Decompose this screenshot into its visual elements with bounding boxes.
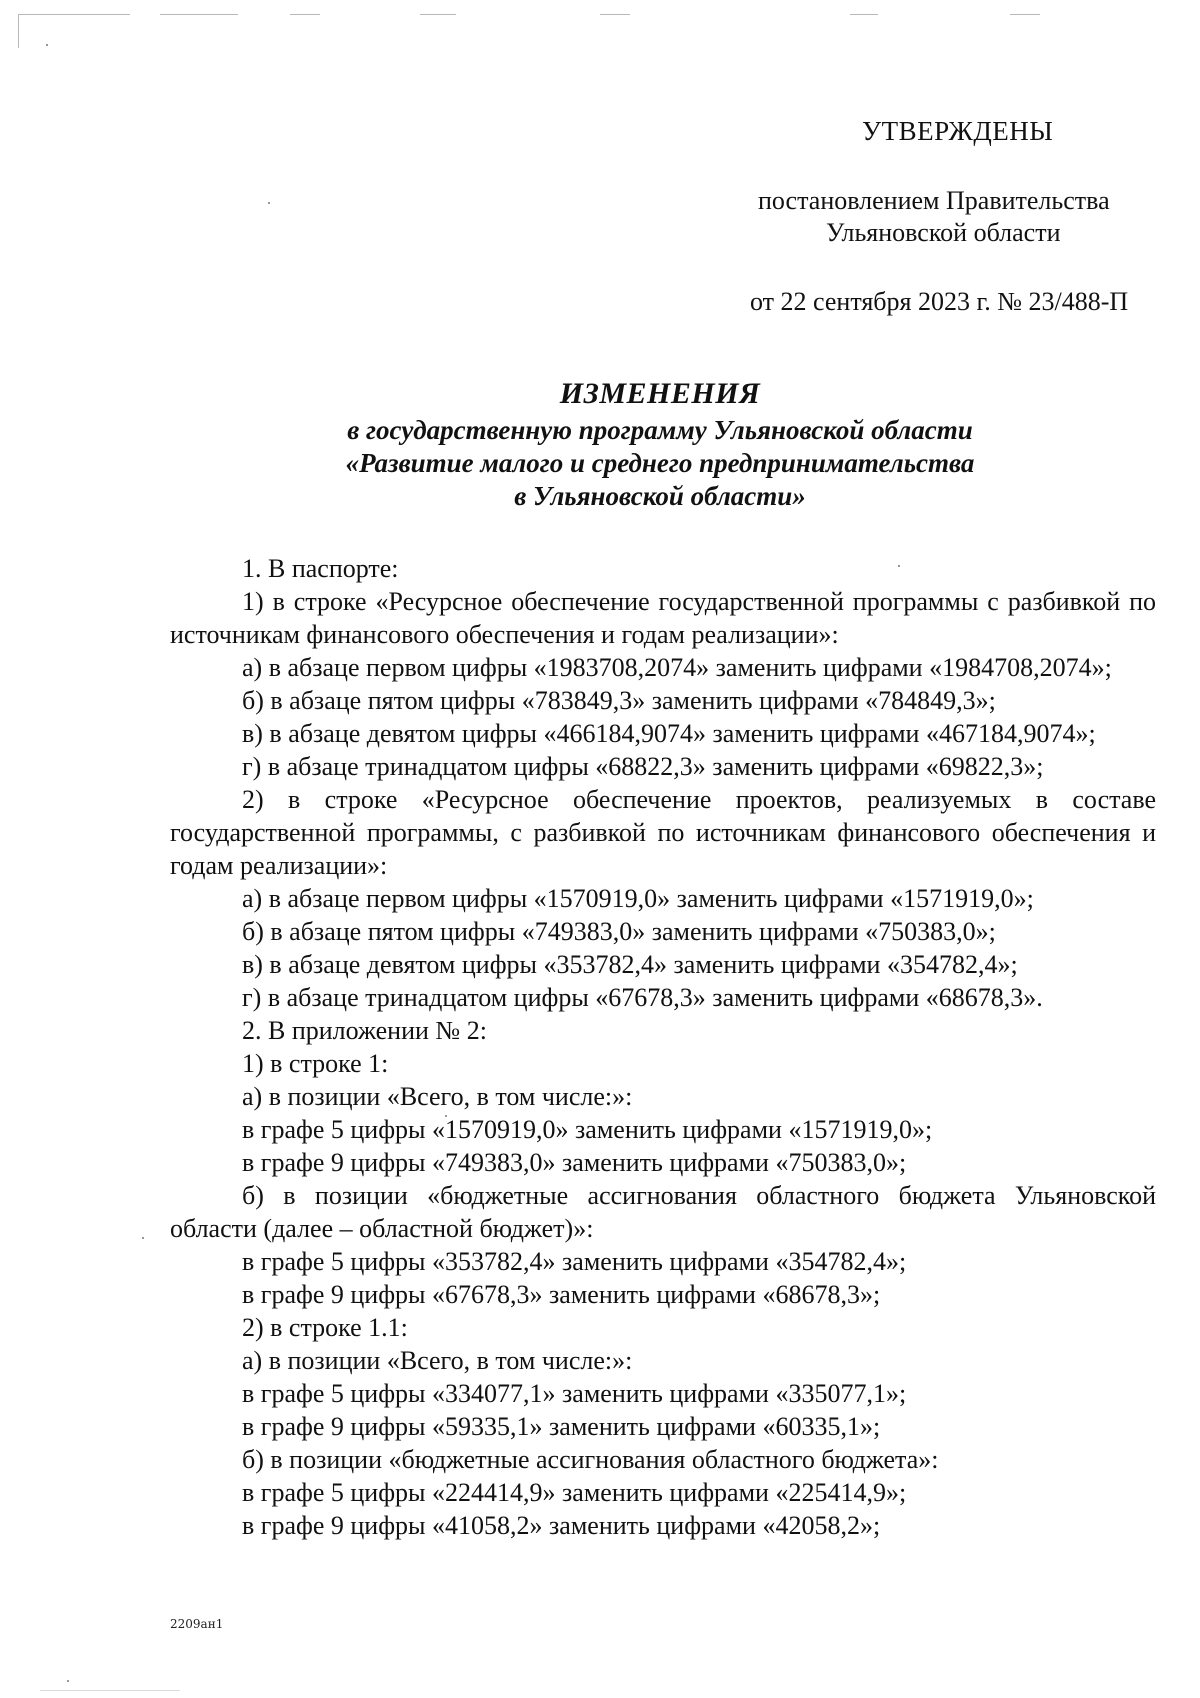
body-paragraph: 2) в строке 1.1: [242, 1313, 408, 1342]
scan-speck [46, 44, 48, 46]
body-paragraph: в графе 5 цифры «334077,1» заменить цифрами «335077,1»; [242, 1379, 907, 1408]
body-paragraph: 1) в строке «Ресурсное обеспечение государственной программы с разбивкой по источникам финансового обеспечения и годам реализации»: [170, 587, 1156, 649]
scan-artifact-top-left [18, 14, 130, 15]
scan-artifact-top-5 [600, 14, 630, 15]
approval-title: УТВЕРЖДЕНЫ [862, 116, 1054, 146]
body-paragraph: а) в позиции «Всего, в том числе:»: [242, 1346, 633, 1375]
document-body [170, 552, 1156, 1542]
body-paragraph: в графе 5 цифры «353782,4» заменить цифрами «354782,4»; [242, 1247, 907, 1276]
scan-artifact-top-6 [850, 14, 878, 15]
body-paragraph: а) в позиции «Всего, в том числе:»: [242, 1082, 633, 1111]
body-paragraph: в графе 9 цифры «59335,1» заменить цифрами «60335,1»; [242, 1412, 881, 1441]
body-paragraph: б) в абзаце пятом цифры «783849,3» заменить цифрами «784849,3»; [242, 686, 996, 715]
body-paragraph: а) в абзаце первом цифры «1570919,0» заменить цифрами «1571919,0»; [242, 884, 1034, 913]
body-paragraph: в) в абзаце девятом цифры «466184,9074» заменить цифрами «467184,9074»; [242, 719, 1096, 748]
scan-speck [67, 1680, 69, 1682]
body-paragraph: а) в абзаце первом цифры «1983708,2074» заменить цифрами «1984708,2074»; [242, 653, 1112, 682]
scan-artifact-top-4 [420, 14, 456, 15]
document-subtitle-line-2: «Развитие малого и среднего предпринимательства [345, 448, 975, 478]
body-paragraph: 2) в строке «Ресурсное обеспечение проектов, реализуемых в составе государственной программы, с разбивкой по источникам финансового обеспечения и годам реализации»: [170, 785, 1156, 880]
document-title: ИЗМЕНЕНИЯ [559, 377, 761, 410]
body-paragraph: 1) в строке 1: [242, 1049, 389, 1078]
body-paragraph: б) в абзаце пятом цифры «749383,0» заменить цифрами «750383,0»; [242, 917, 996, 946]
scan-artifact-top-7 [1010, 14, 1040, 15]
scan-artifact-top-3 [290, 14, 320, 15]
scan-speck [268, 202, 270, 204]
scan-artifact-left-edge [18, 14, 19, 48]
document-subtitle-line-3: в Ульяновской области» [514, 481, 806, 511]
body-paragraph: в графе 9 цифры «749383,0» заменить цифрами «750383,0»; [242, 1148, 907, 1177]
body-paragraph: в графе 5 цифры «1570919,0» заменить цифрами «1571919,0»; [242, 1115, 933, 1144]
body-paragraph: в графе 9 цифры «67678,3» заменить цифрами «68678,3»; [242, 1280, 881, 1309]
body-paragraph: в) в абзаце девятом цифры «353782,4» заменить цифрами «354782,4»; [242, 950, 1018, 979]
approval-date-number: от 22 сентября 2023 г. № 23/488-П [750, 287, 1129, 316]
scan-artifact-top-2 [160, 14, 238, 15]
approval-issuer-line-1: постановлением Правительства [758, 186, 1110, 215]
document-footer-code: 2209ан1 [170, 1617, 224, 1631]
body-paragraph: б) в позиции «бюджетные ассигнования областного бюджета»: [242, 1445, 939, 1474]
body-paragraph: г) в абзаце тринадцатом цифры «67678,3» заменить цифрами «68678,3». [242, 983, 1043, 1012]
scan-artifact-bottom [40, 1690, 180, 1691]
body-paragraph: г) в абзаце тринадцатом цифры «68822,3» заменить цифрами «69822,3»; [242, 752, 1044, 781]
section-1-heading: 1. В паспорте: [242, 554, 399, 583]
document-subtitle-line-1: в государственную программу Ульяновской области [347, 415, 973, 445]
scan-speck [142, 1237, 144, 1239]
body-paragraph: б) в позиции «бюджетные ассигнования областного бюджета Ульяновской области (далее – областной бюджет)»: [170, 1181, 1156, 1243]
section-2-heading: 2. В приложении № 2: [242, 1016, 487, 1045]
approval-issuer-line-2: Ульяновской области [826, 218, 1061, 247]
body-paragraph: в графе 5 цифры «224414,9» заменить цифрами «225414,9»; [242, 1478, 907, 1507]
body-paragraph: в графе 9 цифры «41058,2» заменить цифрами «42058,2»; [242, 1511, 881, 1540]
